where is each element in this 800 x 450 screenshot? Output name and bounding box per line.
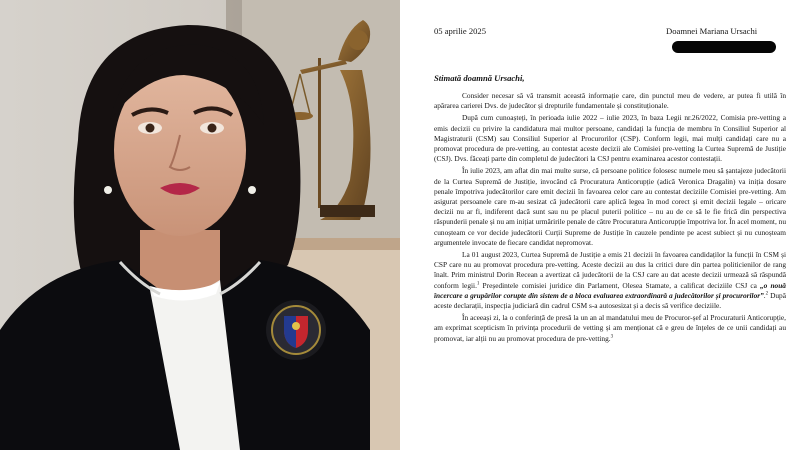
footnote-ref-2: 2 (765, 291, 769, 297)
footnote-ref-3: 3 (610, 334, 614, 340)
paragraph-4: La 01 august 2023, Curtea Supremă de Justiție a emis 21 decizii în favoarea candidaților la funcții în CSM și CSP care nu au promovat procedura pre-vetting. Aceste decizii au dus la critici dure din partea politicienilor de rang înalt. Prim ministrul Dorin Recean a avertizat că judecătorii de la CSJ care au dat aceste decizii urmează să răspundă conform legii.$^1$ Președintele comisiei juridice din Parlament, Olesea Stamate, a calificat deciziile CSJ ca „o nouă încercare a grupărilor corupte din sistem de a bloca evaluarea extraordinară a judecătorilor și procurorilor”.$^2$ După aceste declarații, inspecția judiciară din cadrul CSM s-a autosesizat și a decis să verifice deciziile. (434, 250, 786, 311)
redaction-bar (672, 41, 776, 53)
paragraph-3: În iulie 2023, am aflat din mai multe surse, că persoane politice folosesc numele meu să șantajeze judecătorii de la Curtea Supremă de Justiție, invocând că Procuratura Anticorupție (adică Veronica Dragalin) va iniția dosare penale împotriva judecătorilor care emit decizii în favoarea celor care au contestat deciziile Comisiei pre-vetting. Am asigurat persoanele care m-au sesizat că judecătorii care aplică legea în mod corect și emit decizii legale – oricare decizii nu ar fi, indiferent dacă sunt sau nu pe placul puterii politice – nu au de ce să le fie frică din perspectiva răspunderii penale și nu am inițiat urmăririle penale de către Procuratura Anticorupție împotriva lor. În acel moment, nu cunoșteam ce vor decide judecătorii Curții Supreme de Justiție în cauzele pendinte pe acest subiect și nu cunoșteam argumentele invocate de fiecare candidat nepromovat. (434, 166, 786, 247)
paragraph-4-tail: După aceste declarații, inspecția judiciară din cadrul CSM s-a autosesizat și a decis să verifice deciziile. (434, 290, 786, 311)
paragraph-4-quote-intro: Președintele comisiei juridice din Parlament, Olesea Stamate, a calificat deciziile CSJ ca (482, 280, 757, 290)
salutation: Stimată doamnă Ursachi, (434, 73, 525, 83)
paragraph-5 (434, 313, 786, 344)
letter-header (434, 26, 786, 53)
paragraph-2: După cum cunoașteți, în perioada iulie 2022 – iulie 2023, în baza Legii nr.26/2022, Comisia pre-vetting a emis decizii cu privire la candidatura mai multor persoane, candidați la funcția de membru în Consiliul Superior al Magistraturii (CSM) sau Consiliul Superior al Procurorilor (CSP). Conform legii, mai mulți candidați care nu a promovat procedura de pre-vetting, au contestat aceste decizii ale Comisiei pre-vetting la Curtea Supremă de Justiție (CSJ). Dvs. făceați parte din completul de judecători la CSJ pentru examinarea acestor contestații. (434, 113, 786, 164)
addressee-block (666, 26, 786, 53)
addressee-name: Doamnei Mariana Ursachi (666, 26, 758, 36)
paragraph-4-text: La 01 august 2023, Curtea Supremă de Justiție a emis 21 decizii în favoarea candidaților la funcții în CSM și CSP care nu au promovat procedura pre-vetting. Aceste decizii au dus la critici dure din partea politicienilor de rang înalt. Prim ministrul Dorin Recean a avertizat că judecătorii de la CSJ care au dat aceste decizii urmează să răspundă conform legii. (434, 250, 786, 290)
paragraph-4-quote: „o nouă încercare a grupărilor corupte din sistem de a bloca evaluarea extraordinară a judecătorilor și procurorilor” (434, 280, 786, 300)
letter-page (400, 0, 800, 450)
footnote-ref-1: 1 (476, 281, 480, 287)
coat-of-arms-badge (266, 300, 326, 360)
paragraph-1: Consider necesar să vă transmit această informație care, din punctul meu de vedere, ar putea fi utilă în apărarea carierei Dvs. de judecător și drepturile fundamentale și constituționale. (434, 91, 786, 111)
letter-date: 05 aprilie 2025 (434, 26, 487, 36)
paragraph-5-text: În aceeași zi, la o conferință de presă la un an al mandatului meu de Procuror-șef al Procuraturii Anticorupție, am exprimat scepticism în privința procedurii de vetting și am menționat că e greu de înțeles de ce unii candidați au promovat, iar alții nu au promovat procedura de pre-vetting. (434, 313, 786, 343)
